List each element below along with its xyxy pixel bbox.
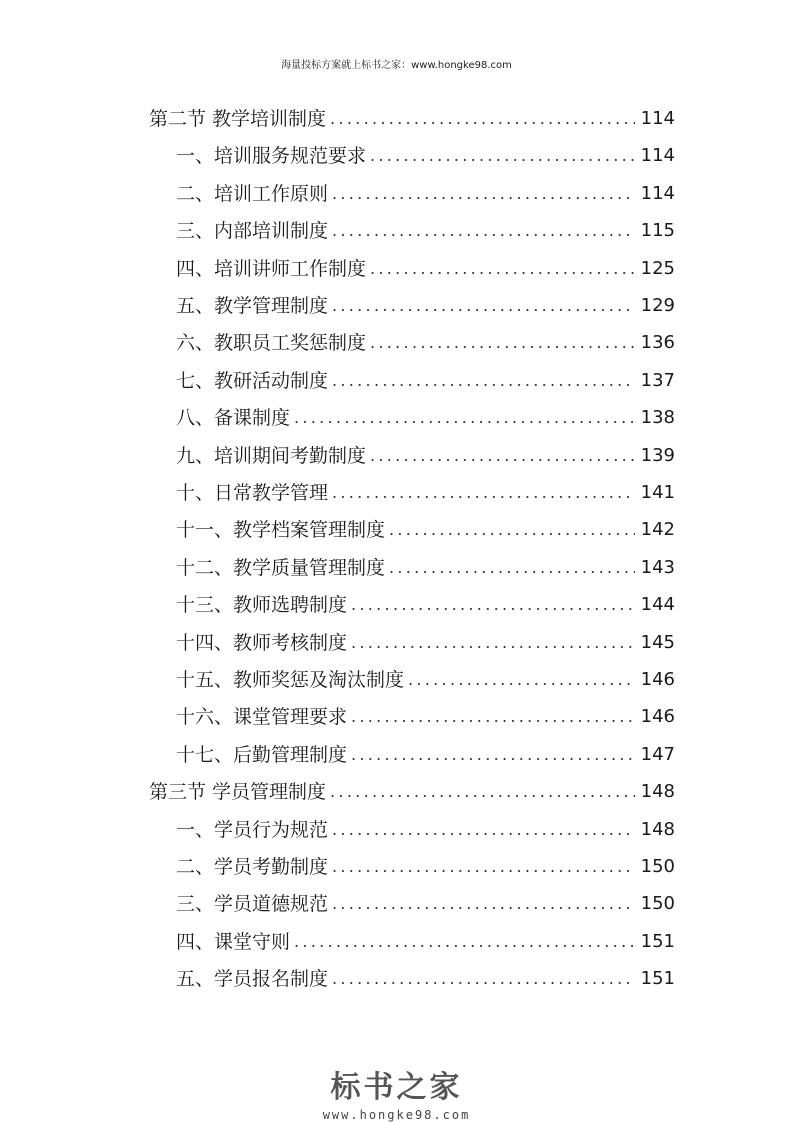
toc-entry-title: 四、课堂守则 xyxy=(176,930,291,953)
toc-item-entry[interactable] xyxy=(176,588,675,622)
toc-dot-leader xyxy=(330,102,635,136)
toc-page-number: 114 xyxy=(640,145,675,167)
toc-entry-title: 十三、教师选聘制度 xyxy=(176,594,348,617)
toc-page-number: 142 xyxy=(640,519,675,541)
toc-dot-leader xyxy=(351,700,635,734)
toc-dot-leader xyxy=(330,775,635,809)
toc-dot-leader xyxy=(389,551,635,585)
toc-page-number: 143 xyxy=(640,556,675,578)
toc-item-entry[interactable] xyxy=(176,252,675,286)
toc-page-number: 114 xyxy=(640,182,675,204)
toc-dot-leader xyxy=(332,962,635,996)
logo-url: www.hongke98.com xyxy=(322,1108,471,1122)
toc-page-number: 115 xyxy=(640,220,675,242)
toc-entry-title: 二、培训工作原则 xyxy=(176,182,329,205)
toc-item-entry[interactable] xyxy=(176,476,675,510)
toc-item-entry[interactable] xyxy=(176,139,675,173)
toc-item-entry[interactable] xyxy=(176,177,675,211)
toc-entry-title: 八、备课制度 xyxy=(176,407,291,430)
toc-entry-title: 第二节 教学培训制度 xyxy=(149,108,327,130)
toc-item-entry[interactable] xyxy=(176,513,675,547)
toc-dot-leader xyxy=(351,626,635,660)
toc-dot-leader xyxy=(332,887,635,921)
toc-page-number: 144 xyxy=(640,594,675,616)
toc-entry-title: 十二、教学质量管理制度 xyxy=(176,556,386,579)
toc-entry-title: 二、学员考勤制度 xyxy=(176,856,329,878)
toc-section-entry[interactable] xyxy=(149,775,675,809)
toc-page-number: 139 xyxy=(640,444,675,466)
toc-entry-title: 一、培训服务规范要求 xyxy=(176,145,367,168)
toc-page-number: 151 xyxy=(640,968,675,990)
toc-entry-title: 四、培训讲师工作制度 xyxy=(176,257,367,280)
toc-page-number: 151 xyxy=(640,930,675,952)
toc-page-number: 114 xyxy=(640,108,675,129)
toc-entry-title: 三、内部培训制度 xyxy=(176,220,329,243)
page-header: 海量投标方案就上标书之家：www.hongke98.com xyxy=(281,60,512,71)
toc-item-entry[interactable] xyxy=(176,962,675,996)
toc-entry-title: 三、学员道德规范 xyxy=(176,893,329,916)
footer-logo xyxy=(0,1062,793,1122)
toc-item-entry[interactable] xyxy=(176,214,675,248)
toc-entry-title: 五、教学管理制度 xyxy=(176,295,329,317)
toc-page-number: 141 xyxy=(640,482,675,503)
toc-page-number: 125 xyxy=(640,257,675,279)
toc-item-entry[interactable] xyxy=(176,551,675,585)
toc-item-entry[interactable] xyxy=(176,700,675,734)
toc-item-entry[interactable] xyxy=(176,401,675,435)
toc-page-number: 150 xyxy=(640,893,675,915)
toc-dot-leader xyxy=(294,925,635,959)
toc-entry-title: 九、培训期间考勤制度 xyxy=(176,444,367,467)
toc-dot-leader xyxy=(332,289,635,323)
toc-page-number: 145 xyxy=(640,631,675,653)
toc-item-entry[interactable] xyxy=(176,626,675,660)
toc-dot-leader xyxy=(408,663,635,697)
toc-item-entry[interactable] xyxy=(176,364,675,398)
toc-page-number: 138 xyxy=(640,407,675,429)
toc-entry-title: 五、学员报名制度 xyxy=(176,968,329,991)
toc-entry-title: 一、学员行为规范 xyxy=(176,818,329,841)
toc-entry-title: 七、教研活动制度 xyxy=(176,369,329,392)
toc-dot-leader xyxy=(332,813,635,847)
toc-item-entry[interactable] xyxy=(176,925,675,959)
toc-page-number: 147 xyxy=(640,743,675,765)
toc-dot-leader xyxy=(332,476,635,510)
toc-section-entry[interactable] xyxy=(149,102,675,136)
toc-dot-leader xyxy=(332,850,635,884)
toc-entry-title: 十七、后勤管理制度 xyxy=(176,743,348,766)
toc-dot-leader xyxy=(370,139,635,173)
toc-item-entry[interactable] xyxy=(176,663,675,697)
toc-dot-leader xyxy=(389,513,635,547)
toc-dot-leader xyxy=(332,364,635,398)
toc-entry-title: 十、日常教学管理 xyxy=(176,482,329,504)
toc-dot-leader xyxy=(370,326,635,360)
toc-dot-leader xyxy=(332,214,635,248)
toc-entry-title: 六、教职员工奖惩制度 xyxy=(176,332,367,355)
toc-page-number: 146 xyxy=(640,706,675,728)
toc-dot-leader xyxy=(370,439,635,473)
toc-entry-title: 十六、课堂管理要求 xyxy=(176,706,348,729)
toc-item-entry[interactable] xyxy=(176,887,675,921)
toc-page-number: 137 xyxy=(640,369,675,391)
toc-item-entry[interactable] xyxy=(176,289,675,323)
toc-item-entry[interactable] xyxy=(176,813,675,847)
toc-dot-leader xyxy=(370,252,635,286)
toc-item-entry[interactable] xyxy=(176,738,675,772)
toc-page-number: 129 xyxy=(640,295,675,316)
toc-entry-title: 第三节 学员管理制度 xyxy=(149,781,327,804)
toc-item-entry[interactable] xyxy=(176,439,675,473)
toc-page-number: 148 xyxy=(640,781,675,803)
toc-dot-leader xyxy=(351,588,635,622)
toc-page-number: 136 xyxy=(640,332,675,354)
toc-entry-title: 十四、教师考核制度 xyxy=(176,631,348,654)
logo-text: 标书之家 xyxy=(330,1070,463,1105)
toc-entry-title: 十五、教师奖惩及淘汰制度 xyxy=(176,669,405,691)
toc-page-number: 146 xyxy=(640,669,675,690)
toc-item-entry[interactable] xyxy=(176,850,675,884)
toc-dot-leader xyxy=(294,401,635,435)
toc-dot-leader xyxy=(351,738,635,772)
toc-dot-leader xyxy=(332,177,635,211)
toc-item-entry[interactable] xyxy=(176,326,675,360)
toc-entry-title: 十一、教学档案管理制度 xyxy=(176,519,386,542)
toc-page-number: 148 xyxy=(640,818,675,840)
toc-page-number: 150 xyxy=(640,856,675,877)
